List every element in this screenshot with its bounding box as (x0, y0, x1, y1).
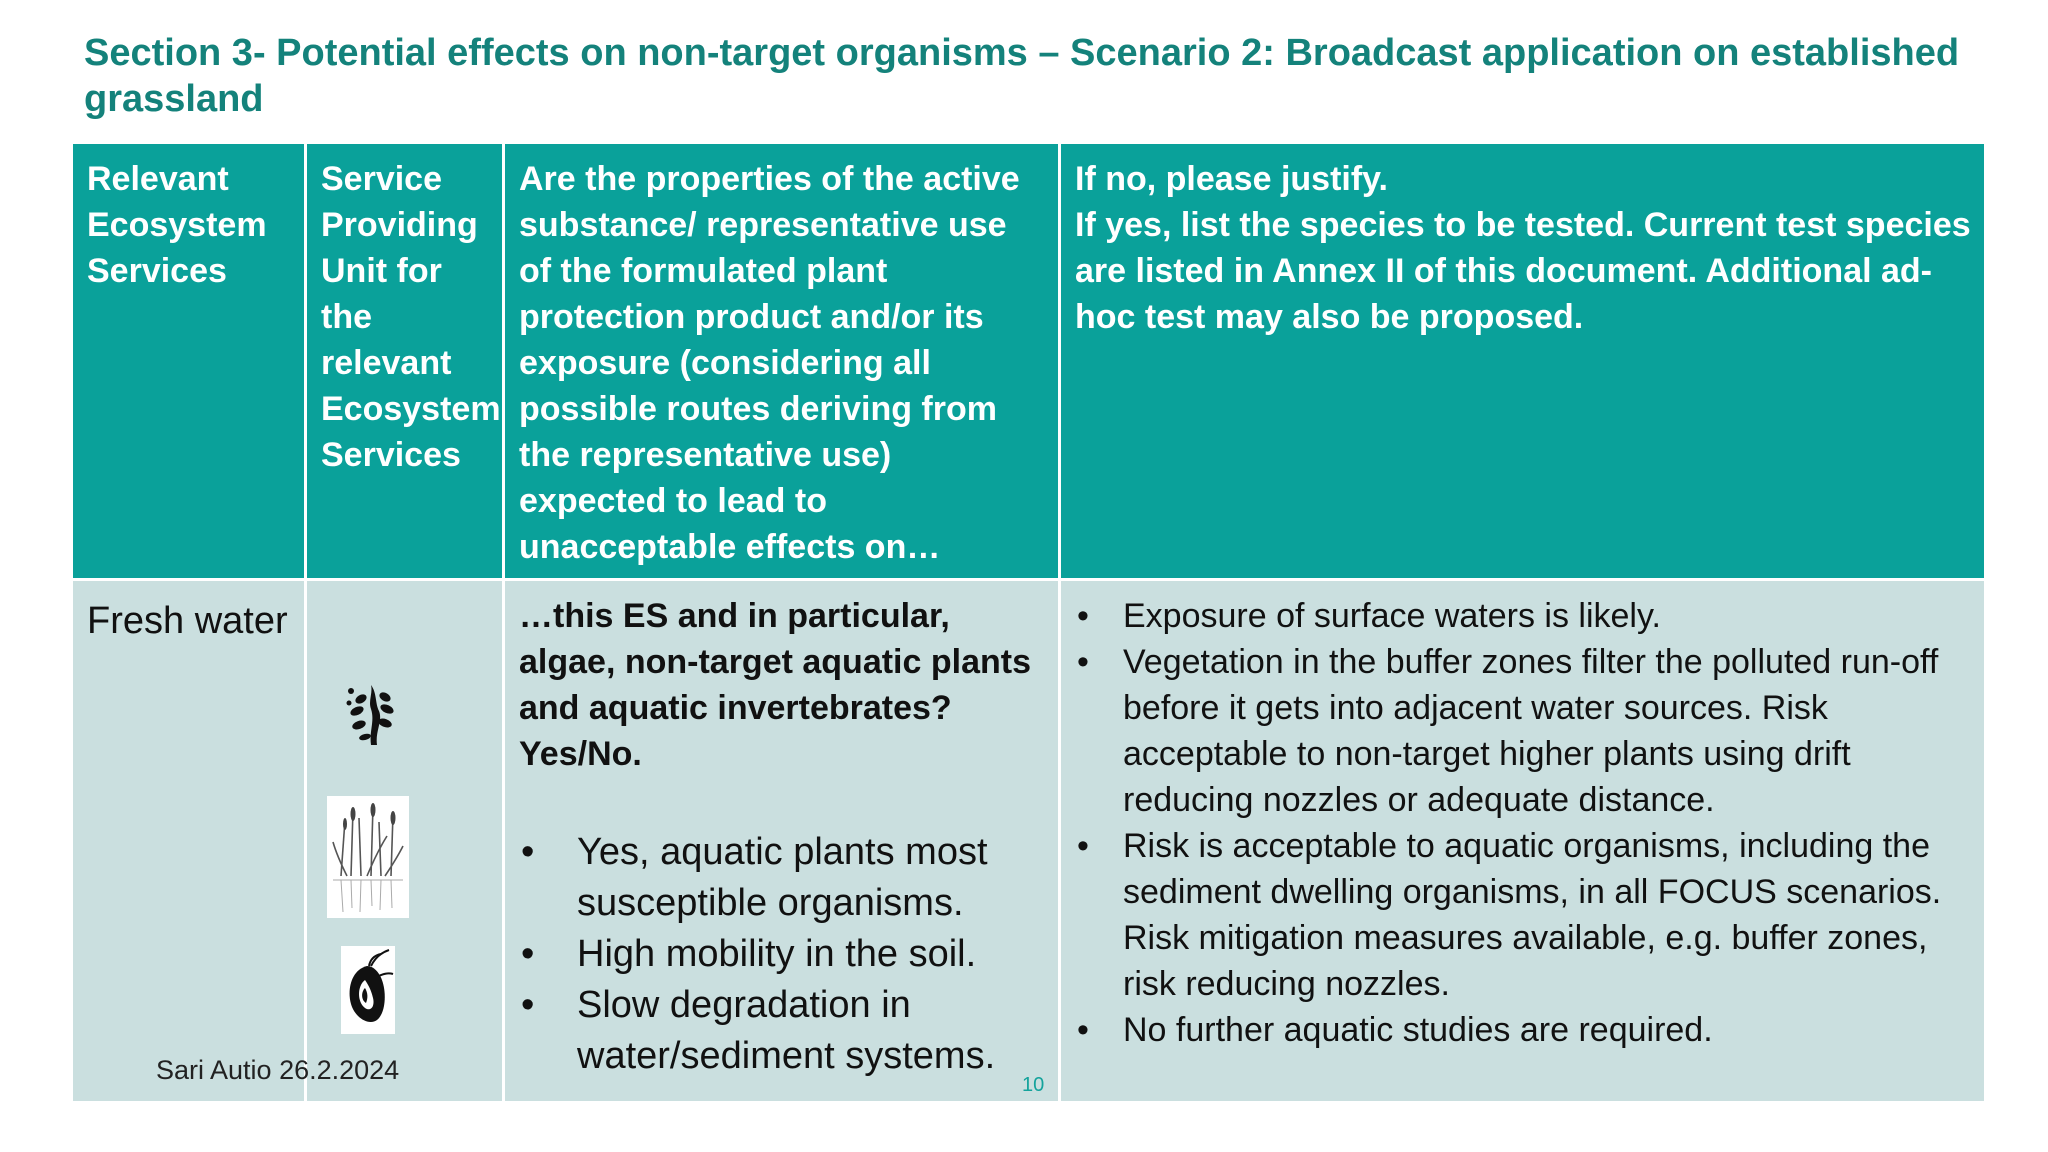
question-text: …this ES and in particular, algae, non-target aquatic plants and aquatic invertebrates? (519, 597, 1031, 727)
header-justify-line1: If no, please justify. (1075, 160, 1388, 198)
header-justification (1060, 143, 1986, 580)
cell-service-units (306, 580, 504, 1103)
page-title: Section 3- Potential effects on non-target organisms – Scenario 2: Broadcast application on established grassland (84, 32, 1960, 120)
list-item: • Slow degradation in water/sediment systems. (519, 980, 1046, 1082)
aquatic-plant-icon (327, 796, 409, 930)
justification-list (1075, 593, 1972, 1053)
assessment-table (70, 141, 1987, 1104)
ecosystem-service-name: Fresh water (87, 600, 288, 642)
list-item: • Risk is acceptable to aquatic organisms, including the sediment dwelling organisms, in all FOCUS scenarios. Risk mitigation measures available, e.g. buffer zones, risk reducing nozzles. (1075, 823, 1972, 1007)
cell-ecosystem-service (72, 580, 306, 1103)
list-item: • Exposure of surface waters is likely. (1075, 593, 1972, 639)
aquatic-invertebrate-icon (341, 946, 395, 1046)
answer-bullet-list (519, 827, 1046, 1082)
table-header-row (72, 143, 1986, 580)
header-justify-line2: If yes, list the species to be tested. Current test species are listed in Annex II of this document. Additional ad-hoc test may also be proposed. (1075, 206, 1971, 336)
header-service-providing-unit: Service Providing Unit for the relevant Ecosystem Services (306, 143, 504, 580)
list-item: • High mobility in the soil. (519, 929, 1046, 980)
list-item: • Yes, aquatic plants most susceptible organisms. (519, 827, 1046, 929)
list-item: • No further aquatic studies are required. (1075, 1007, 1972, 1053)
cell-justification (1060, 580, 1986, 1103)
answer-options: Yes/No. (519, 735, 642, 773)
page-number: 10 (1022, 1074, 1045, 1096)
list-item: • Vegetation in the buffer zones filter the polluted run-off before it gets into adjacent water sources. Risk acceptable to non-target higher plants using drift reducing nozzles or adequate distance. (1075, 639, 1972, 823)
header-ecosystem-services: Relevant Ecosystem Services (72, 143, 306, 580)
footer-author-date: Sari Autio 26.2.2024 (156, 1055, 400, 1085)
table-row (72, 580, 1986, 1103)
header-question: Are the properties of the active substance/ representative use of the formulated plant protection product and/or its exposure (considering all possible routes deriving from the representative use) expected to lead to unacceptable effects on… (504, 143, 1060, 580)
cell-question-answer (504, 580, 1060, 1103)
algae-icon (341, 681, 401, 759)
